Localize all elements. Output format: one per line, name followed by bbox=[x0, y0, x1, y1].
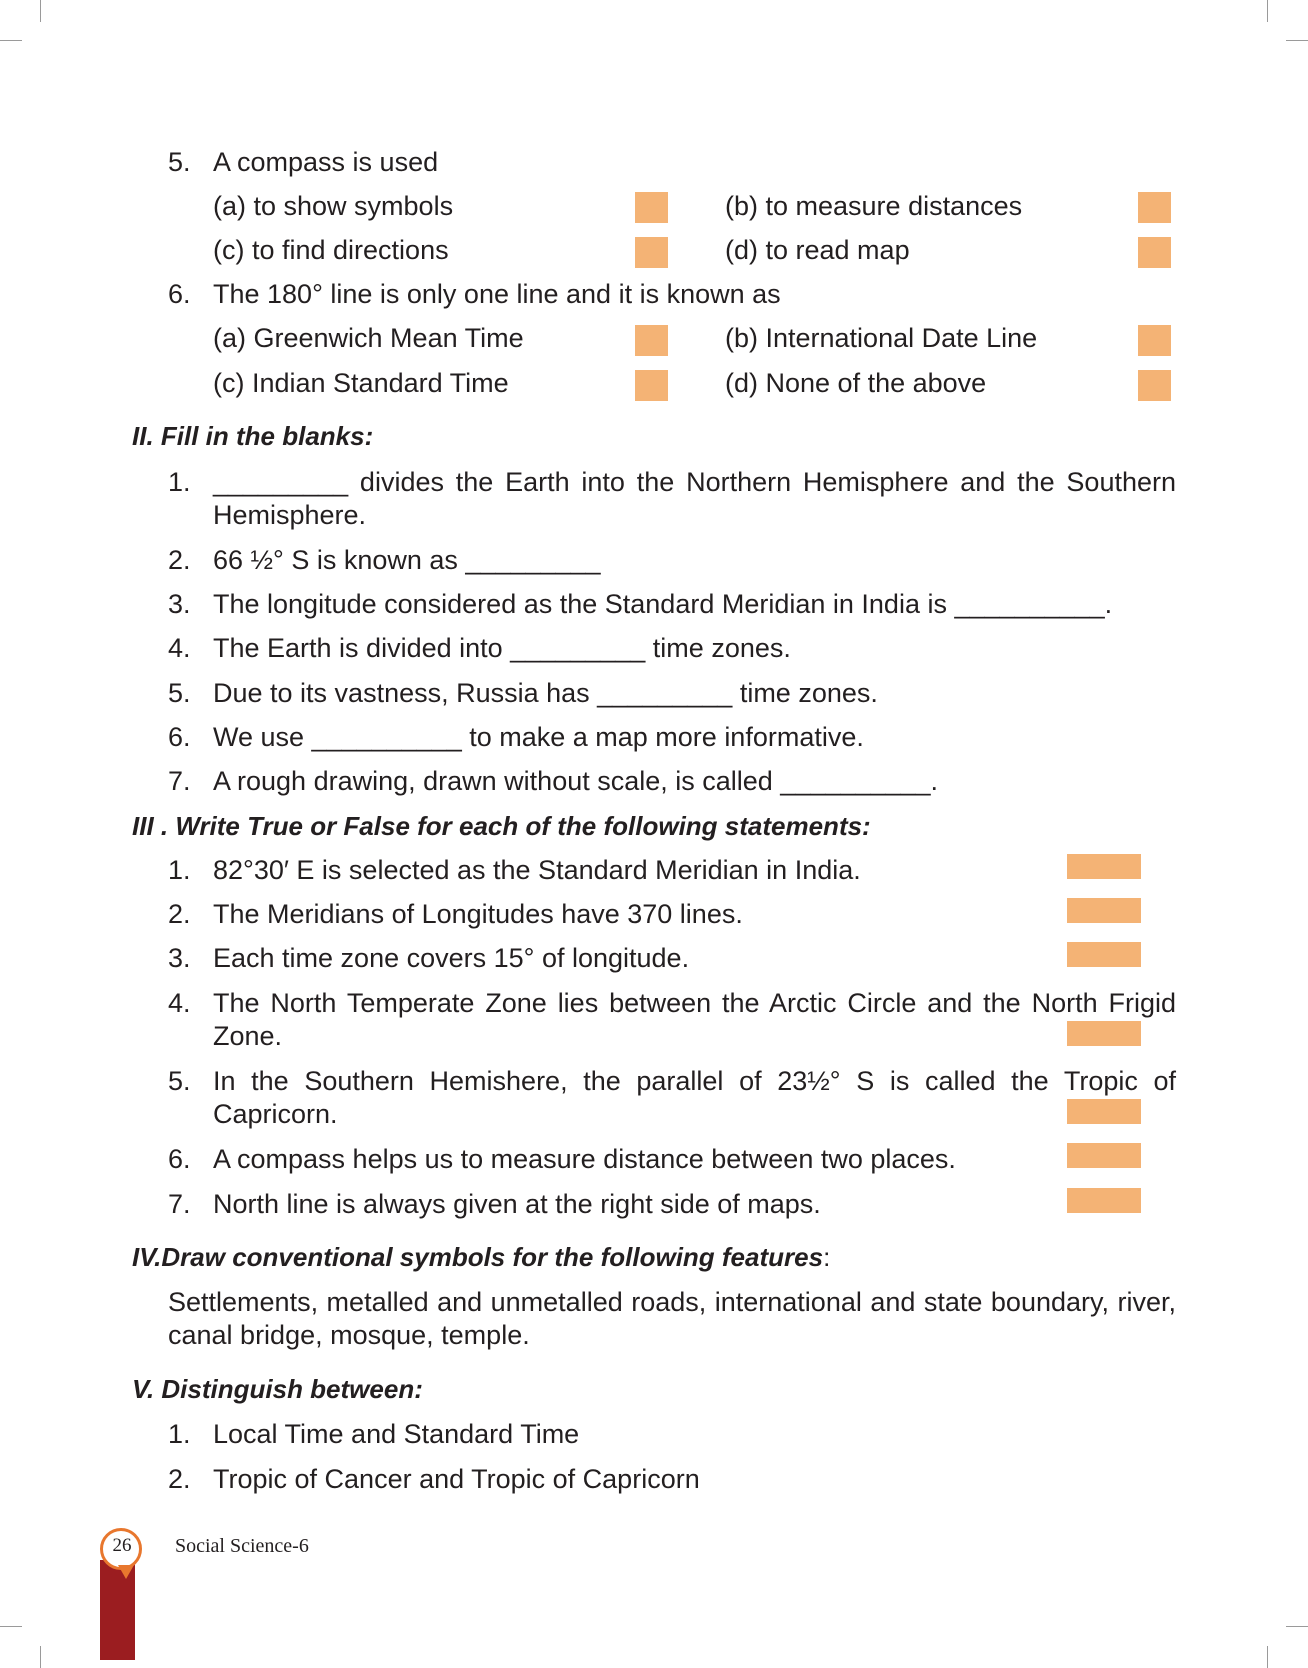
option-a: (a) to show symbols bbox=[213, 191, 454, 221]
symbols-instruction: Settlements, metalled and unmetalled roads, international and state boundary, river, bbox=[168, 1287, 1176, 1317]
crop-mark bbox=[1286, 40, 1308, 41]
item-number: 6. bbox=[168, 1144, 191, 1174]
answer-box[interactable] bbox=[1138, 370, 1171, 401]
distinguish-item-text: Local Time and Standard Time bbox=[213, 1419, 580, 1449]
item-number: 5. bbox=[168, 1066, 191, 1096]
option-b: (b) to measure distances bbox=[725, 191, 1023, 221]
blank-item-text: 66 ½° S is known as _________ bbox=[213, 545, 601, 575]
item-number: 2. bbox=[168, 899, 191, 929]
answer-box[interactable] bbox=[1138, 325, 1171, 356]
answer-box[interactable] bbox=[1067, 1021, 1141, 1046]
answer-box[interactable] bbox=[635, 325, 668, 356]
crop-mark bbox=[40, 1646, 41, 1668]
blank-item-text: A rough drawing, drawn without scale, is called __________. bbox=[213, 766, 938, 796]
blank-item-text: The Earth is divided into _________ time zones. bbox=[213, 633, 791, 663]
page-badge-tail bbox=[118, 1565, 134, 1579]
item-number: 1. bbox=[168, 467, 191, 497]
section-heading bbox=[132, 1241, 830, 1273]
section-heading: III . Write True or False for each of the following statements: bbox=[132, 811, 871, 841]
statement-text: The North Temperate Zone lies between the Arctic Circle and the North Frigid bbox=[213, 988, 1176, 1018]
section-heading: V. Distinguish between: bbox=[132, 1374, 423, 1404]
item-number: 4. bbox=[168, 633, 191, 663]
blank-item-text: _________ divides the Earth into the Northern Hemisphere and the Southern bbox=[213, 467, 1176, 497]
answer-box[interactable] bbox=[1067, 1143, 1141, 1168]
answer-box[interactable] bbox=[635, 237, 668, 268]
option-d: (d) to read map bbox=[725, 235, 910, 265]
crop-mark bbox=[1286, 1626, 1308, 1627]
statement-text: North line is always given at the right side of maps. bbox=[213, 1189, 821, 1219]
answer-box[interactable] bbox=[1138, 237, 1171, 268]
option-c: (c) to find directions bbox=[213, 235, 449, 265]
answer-box[interactable] bbox=[1067, 854, 1141, 879]
answer-box[interactable] bbox=[1067, 942, 1141, 967]
heading-colon: : bbox=[823, 1242, 831, 1272]
answer-box[interactable] bbox=[1067, 898, 1141, 923]
statement-text: 82°30′ E is selected as the Standard Meridian in India. bbox=[213, 855, 861, 885]
item-number: 2. bbox=[168, 545, 191, 575]
statement-text: The Meridians of Longitudes have 370 lines. bbox=[213, 899, 743, 929]
item-number: 7. bbox=[168, 1189, 191, 1219]
blank-item-text: Due to its vastness, Russia has _________ time zones. bbox=[213, 678, 878, 708]
item-number: 1. bbox=[168, 1419, 191, 1449]
statement-text: A compass helps us to measure distance between two places. bbox=[213, 1144, 956, 1174]
statement-text: In the Southern Hemishere, the parallel of 23½° S is called the Tropic of bbox=[213, 1066, 1176, 1096]
crop-mark bbox=[0, 40, 22, 41]
item-number: 4. bbox=[168, 988, 191, 1018]
option-c: (c) Indian Standard Time bbox=[213, 368, 509, 398]
question-text: A compass is used bbox=[213, 147, 439, 177]
answer-box[interactable] bbox=[1067, 1188, 1141, 1213]
item-number: 5. bbox=[168, 678, 191, 708]
item-number: 3. bbox=[168, 589, 191, 619]
answer-box[interactable] bbox=[1138, 192, 1171, 223]
section-heading-text: IV.Draw conventional symbols for the following features bbox=[132, 1242, 824, 1272]
crop-mark bbox=[1267, 0, 1268, 22]
crop-mark bbox=[0, 1626, 22, 1627]
blank-item-text: We use __________ to make a map more informative. bbox=[213, 722, 864, 752]
answer-box[interactable] bbox=[635, 370, 668, 401]
item-number: 7. bbox=[168, 766, 191, 796]
item-number: 1. bbox=[168, 855, 191, 885]
distinguish-item-text: Tropic of Cancer and Tropic of Capricorn bbox=[213, 1464, 700, 1494]
option-b: (b) International Date Line bbox=[725, 323, 1038, 353]
crop-mark bbox=[1267, 1646, 1268, 1668]
item-number: 3. bbox=[168, 943, 191, 973]
blank-item-text: The longitude considered as the Standard Meridian in India is __________. bbox=[213, 589, 1113, 619]
question-number: 6. bbox=[168, 279, 191, 309]
option-a: (a) Greenwich Mean Time bbox=[213, 323, 524, 353]
item-number: 2. bbox=[168, 1464, 191, 1494]
statement-text-cont: Zone. bbox=[213, 1021, 283, 1051]
question-text: The 180° line is only one line and it is known as bbox=[213, 279, 781, 309]
question-number: 5. bbox=[168, 147, 191, 177]
page-number: 26 bbox=[112, 1535, 132, 1556]
statement-text: Each time zone covers 15° of longitude. bbox=[213, 943, 690, 973]
answer-box[interactable] bbox=[1067, 1099, 1141, 1124]
item-number: 6. bbox=[168, 722, 191, 752]
symbols-instruction-cont: canal bridge, mosque, temple. bbox=[168, 1320, 530, 1350]
blank-item-text-cont: Hemisphere. bbox=[213, 500, 367, 530]
statement-text-cont: Capricorn. bbox=[213, 1099, 338, 1129]
section-heading: II. Fill in the blanks: bbox=[132, 421, 374, 451]
answer-box[interactable] bbox=[635, 192, 668, 223]
option-d: (d) None of the above bbox=[725, 368, 987, 398]
book-title: Social Science-6 bbox=[175, 1535, 309, 1557]
crop-mark bbox=[40, 0, 41, 22]
